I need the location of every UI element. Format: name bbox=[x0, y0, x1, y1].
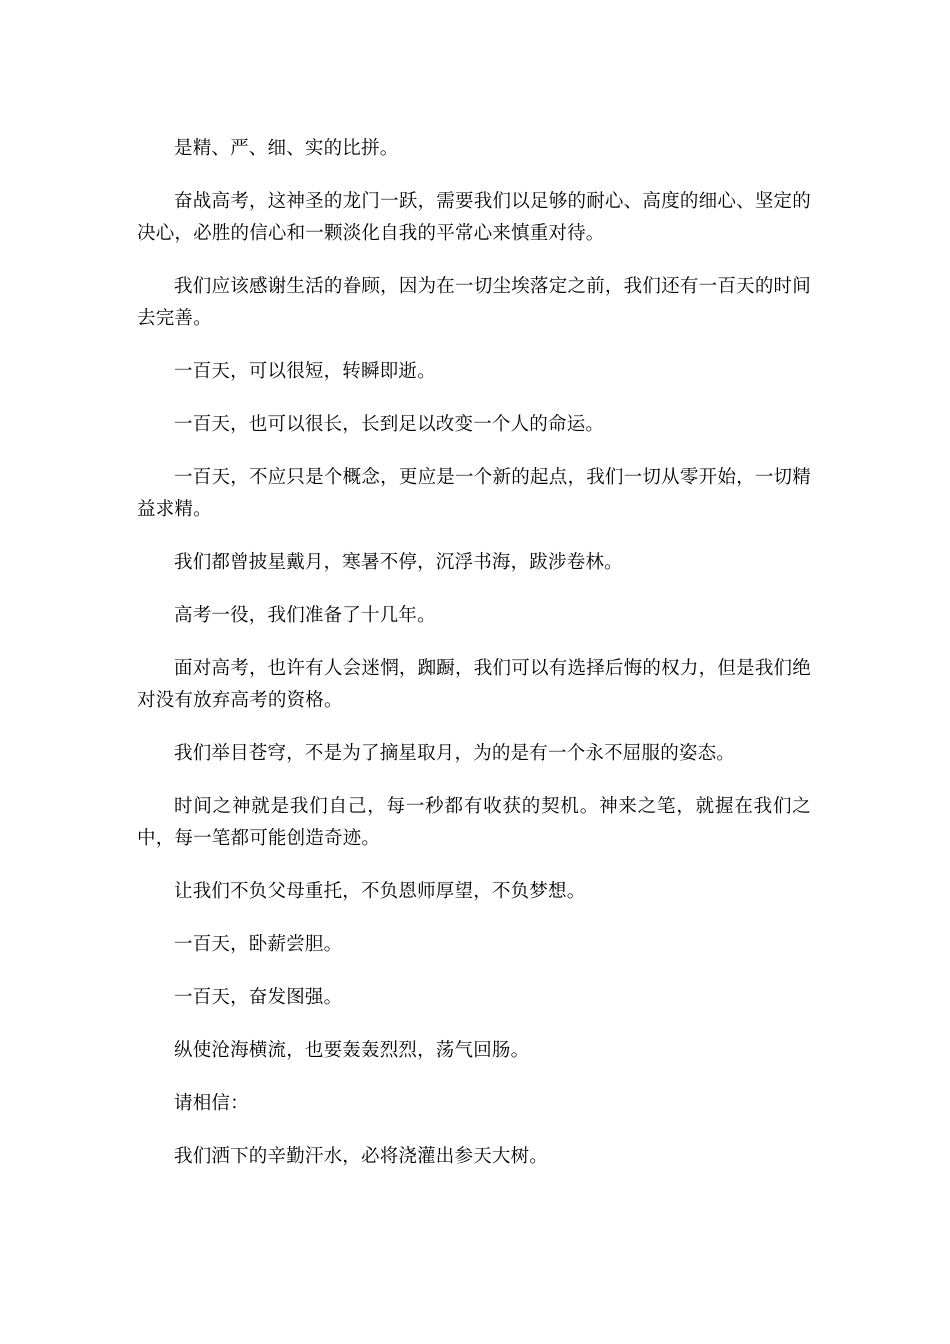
paragraph: 我们举目苍穹，不是为了摘星取月，为的是有一个永不屈服的姿态。 bbox=[174, 743, 736, 764]
paragraph: 一百天，也可以很长，长到足以改变一个人的命运。 bbox=[174, 414, 605, 435]
paragraph: 一百天，可以很短，转瞬即逝。 bbox=[174, 361, 436, 382]
paragraph: 奋战高考，这神圣的龙门一跃，需要我们以足够的耐心、高度的细心、坚定的决心，必胜的信心和一颗淡化自我的平常心来慎重对待。 bbox=[137, 191, 811, 244]
paragraph: 时间之神就是我们自己，每一秒都有收获的契机。神来之笔，就握在我们之中，每一笔都可能创造奇迹。 bbox=[137, 796, 811, 849]
paragraph: 是精、严、细、实的比拼。 bbox=[174, 138, 399, 159]
paragraph: 让我们不负父母重托，不负恩师厚望，不负梦想。 bbox=[174, 881, 586, 902]
paragraph: 面对高考，也许有人会迷惘，踟蹰，我们可以有选择后悔的权力，但是我们绝对没有放弃高考的资格。 bbox=[137, 658, 811, 711]
paragraph: 高考一役，我们准备了十几年。 bbox=[174, 605, 436, 626]
paragraph: 请相信： bbox=[174, 1093, 249, 1114]
paragraph: 我们都曾披星戴月，寒暑不停，沉浮书海，跋涉卷林。 bbox=[174, 552, 623, 573]
paragraph: 一百天，奋发图强。 bbox=[174, 987, 343, 1008]
paragraph: 一百天，卧薪尝胆。 bbox=[174, 934, 343, 955]
paragraph: 我们应该感谢生活的眷顾，因为在一切尘埃落定之前，我们还有一百天的时间去完善。 bbox=[137, 276, 811, 329]
paragraph: 纵使沧海横流，也要轰轰烈烈，荡气回肠。 bbox=[174, 1040, 530, 1061]
paragraph: 一百天，不应只是个概念，更应是一个新的起点，我们一切从零开始，一切精益求精。 bbox=[137, 467, 811, 520]
paragraph: 我们洒下的辛勤汗水，必将浇灌出参天大树。 bbox=[174, 1146, 549, 1167]
document-body bbox=[137, 133, 811, 1194]
